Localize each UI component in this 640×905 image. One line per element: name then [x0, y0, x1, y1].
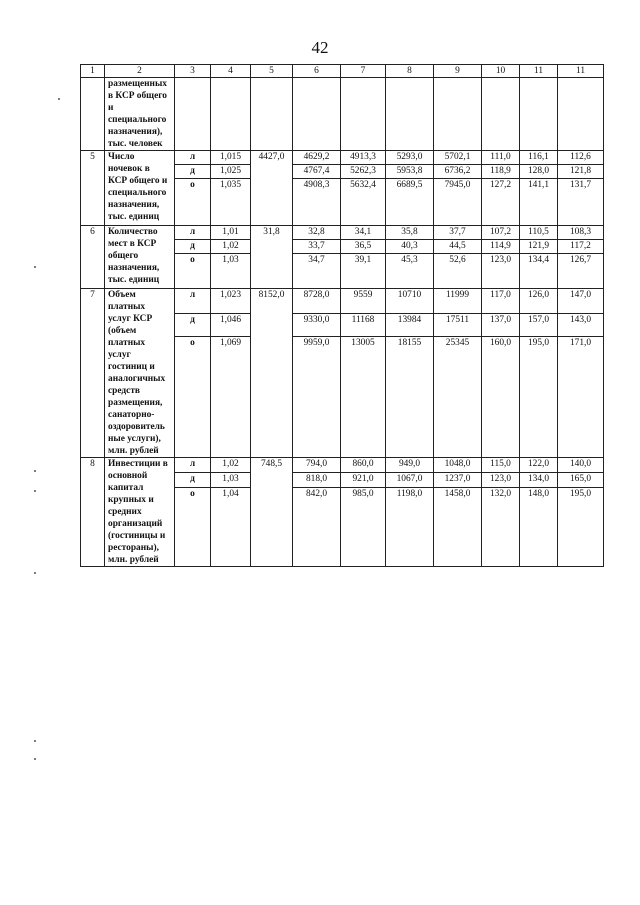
value-cell: 122,0: [520, 458, 558, 473]
value-cell: 157,0: [520, 314, 558, 337]
row-number: 7: [81, 289, 105, 458]
index-value: 1,035: [211, 179, 251, 226]
variant-code: о: [175, 254, 211, 289]
scan-speck: [34, 572, 36, 574]
value-cell: 13984: [386, 314, 434, 337]
value-cell: 126,7: [558, 254, 604, 289]
value-cell: 44,5: [434, 240, 482, 254]
header-cell: 11: [520, 65, 558, 78]
value-cell: 842,0: [293, 488, 341, 567]
header-cell: 7: [341, 65, 386, 78]
value-cell: 11999: [434, 289, 482, 314]
index-value: 1,069: [211, 337, 251, 458]
header-cell: 6: [293, 65, 341, 78]
value-cell: 39,1: [341, 254, 386, 289]
value-cell: 4767,4: [293, 165, 341, 179]
value-cell: 107,2: [482, 226, 520, 240]
header-cell: 3: [175, 65, 211, 78]
header-cell: 11: [558, 65, 604, 78]
scan-speck: [34, 266, 36, 268]
value-cell: 116,1: [520, 151, 558, 165]
value-cell: 4908,3: [293, 179, 341, 226]
header-cell: 9: [434, 65, 482, 78]
value-cell: 117,0: [482, 289, 520, 314]
value-cell: 1067,0: [386, 473, 434, 488]
row-number: [81, 78, 105, 151]
value-cell: 141,1: [520, 179, 558, 226]
header-cell: 10: [482, 65, 520, 78]
value-cell: 1198,0: [386, 488, 434, 567]
index-value: 1,046: [211, 314, 251, 337]
variant-code: о: [175, 337, 211, 458]
header-cell: 1: [81, 65, 105, 78]
base-value: 4427,0: [251, 151, 293, 226]
value-cell: 40,3: [386, 240, 434, 254]
value-cell: 140,0: [558, 458, 604, 473]
header-cell: 2: [105, 65, 175, 78]
index-value: 1,02: [211, 240, 251, 254]
value-cell: 37,7: [434, 226, 482, 240]
value-cell: 195,0: [558, 488, 604, 567]
index-value: 1,03: [211, 254, 251, 289]
index-value: 1,025: [211, 165, 251, 179]
index-value: 1,023: [211, 289, 251, 314]
value-cell: 5632,4: [341, 179, 386, 226]
variant-code: о: [175, 488, 211, 567]
base-value: 748,5: [251, 458, 293, 567]
value-cell: 121,9: [520, 240, 558, 254]
indicator-label: Количество мест в КСР общего назначения, тыс. единиц: [105, 226, 175, 289]
forecast-table: [80, 64, 604, 567]
variant-code: д: [175, 473, 211, 488]
header-cell: 4: [211, 65, 251, 78]
value-cell: 4913,3: [341, 151, 386, 165]
variant-code: д: [175, 314, 211, 337]
variant-code: д: [175, 240, 211, 254]
value-cell: 127,2: [482, 179, 520, 226]
value-cell: 123,0: [482, 254, 520, 289]
value-cell: 18155: [386, 337, 434, 458]
value-cell: 860,0: [341, 458, 386, 473]
row-number: 8: [81, 458, 105, 567]
value-cell: 143,0: [558, 314, 604, 337]
value-cell: 121,8: [558, 165, 604, 179]
index-value: 1,02: [211, 458, 251, 473]
scan-speck: [34, 470, 36, 472]
value-cell: 5262,3: [341, 165, 386, 179]
continued-row: [81, 78, 604, 151]
index-value: 1,015: [211, 151, 251, 165]
header-cell: 5: [251, 65, 293, 78]
value-cell: 132,0: [482, 488, 520, 567]
variant-code: л: [175, 226, 211, 240]
value-cell: 9330,0: [293, 314, 341, 337]
index-value: 1,03: [211, 473, 251, 488]
value-cell: 949,0: [386, 458, 434, 473]
header-row: [81, 65, 604, 78]
value-cell: 110,5: [520, 226, 558, 240]
value-cell: 35,8: [386, 226, 434, 240]
value-cell: 128,0: [520, 165, 558, 179]
header-cell: 8: [386, 65, 434, 78]
value-cell: 148,0: [520, 488, 558, 567]
value-cell: 160,0: [482, 337, 520, 458]
table-row: [81, 458, 604, 473]
value-cell: 114,9: [482, 240, 520, 254]
scan-speck: [34, 740, 36, 742]
value-cell: 195,0: [520, 337, 558, 458]
value-cell: 1458,0: [434, 488, 482, 567]
value-cell: 985,0: [341, 488, 386, 567]
value-cell: 112,6: [558, 151, 604, 165]
value-cell: 794,0: [293, 458, 341, 473]
scan-speck: [34, 758, 36, 760]
value-cell: 117,2: [558, 240, 604, 254]
variant-code: о: [175, 179, 211, 226]
value-cell: 1048,0: [434, 458, 482, 473]
value-cell: 5293,0: [386, 151, 434, 165]
value-cell: 10710: [386, 289, 434, 314]
value-cell: 921,0: [341, 473, 386, 488]
value-cell: 818,0: [293, 473, 341, 488]
row-number: 6: [81, 226, 105, 289]
table-row: [81, 226, 604, 240]
value-cell: 115,0: [482, 458, 520, 473]
value-cell: 9559: [341, 289, 386, 314]
variant-code: л: [175, 151, 211, 165]
value-cell: 111,0: [482, 151, 520, 165]
base-value: 31,8: [251, 226, 293, 289]
value-cell: 6736,2: [434, 165, 482, 179]
value-cell: 25345: [434, 337, 482, 458]
value-cell: 123,0: [482, 473, 520, 488]
value-cell: 34,1: [341, 226, 386, 240]
value-cell: 131,7: [558, 179, 604, 226]
value-cell: 36,5: [341, 240, 386, 254]
value-cell: 1237,0: [434, 473, 482, 488]
value-cell: 134,4: [520, 254, 558, 289]
indicator-label: Инвестиции в основной капитал крупных и средних организаций (гостиницы и рестораны), млн. рублей: [105, 458, 175, 567]
variant-code: д: [175, 165, 211, 179]
table-row: [81, 151, 604, 165]
value-cell: 5702,1: [434, 151, 482, 165]
variant-code: л: [175, 458, 211, 473]
indicator-label: размещенных в КСР общего и специального назначения), тыс. человек: [105, 78, 175, 151]
value-cell: 7945,0: [434, 179, 482, 226]
value-cell: 137,0: [482, 314, 520, 337]
base-value: 8152,0: [251, 289, 293, 458]
index-value: 1,01: [211, 226, 251, 240]
value-cell: 34,7: [293, 254, 341, 289]
variant-code: л: [175, 289, 211, 314]
value-cell: 17511: [434, 314, 482, 337]
value-cell: 33,7: [293, 240, 341, 254]
row-number: 5: [81, 151, 105, 226]
value-cell: 6689,5: [386, 179, 434, 226]
value-cell: 171,0: [558, 337, 604, 458]
value-cell: 147,0: [558, 289, 604, 314]
value-cell: 13005: [341, 337, 386, 458]
scan-speck: [34, 490, 36, 492]
value-cell: 4629,2: [293, 151, 341, 165]
value-cell: 11168: [341, 314, 386, 337]
indicator-label: Число ночевок в КСР общего и специального назначения, тыс. единиц: [105, 151, 175, 226]
page-number: 42: [311, 38, 329, 57]
value-cell: 134,0: [520, 473, 558, 488]
value-cell: 8728,0: [293, 289, 341, 314]
index-value: 1,04: [211, 488, 251, 567]
value-cell: 118,9: [482, 165, 520, 179]
table-row: [81, 289, 604, 314]
value-cell: 165,0: [558, 473, 604, 488]
value-cell: 5953,8: [386, 165, 434, 179]
value-cell: 126,0: [520, 289, 558, 314]
value-cell: 108,3: [558, 226, 604, 240]
value-cell: 9959,0: [293, 337, 341, 458]
value-cell: 32,8: [293, 226, 341, 240]
scan-speck: [58, 98, 60, 100]
value-cell: 52,6: [434, 254, 482, 289]
indicator-label: Объем платных услуг КСР (объем платных услуг гостиниц и аналогичных средств размещения, санаторно- оздоровитель ные услуги), млн. рублей: [105, 289, 175, 458]
value-cell: 45,3: [386, 254, 434, 289]
